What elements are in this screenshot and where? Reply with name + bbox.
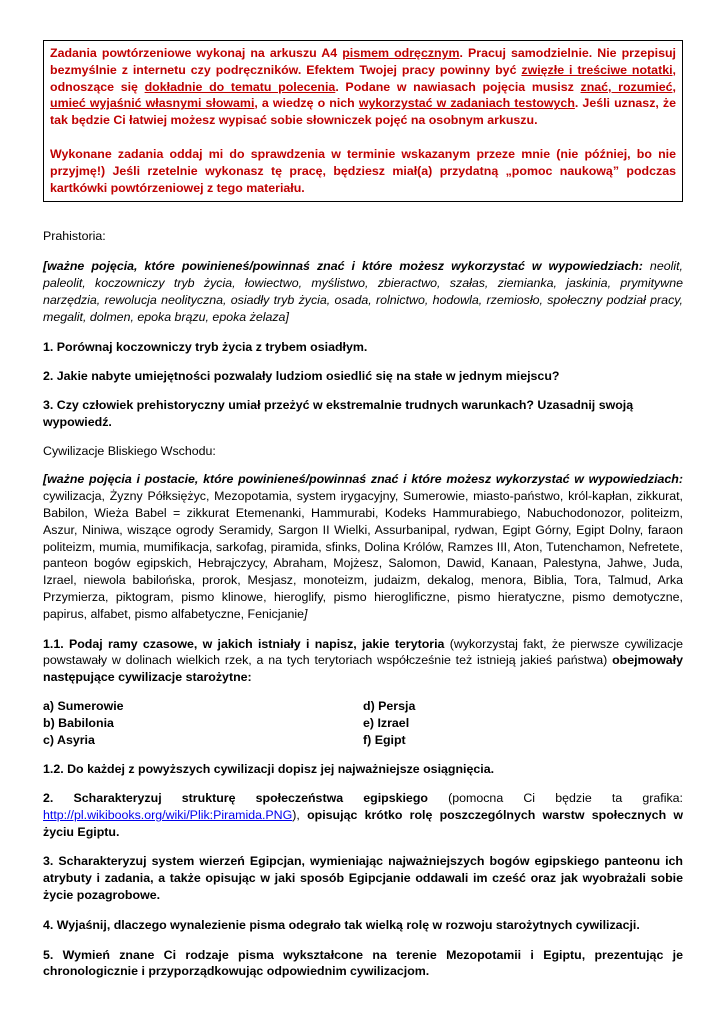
emphasis-text: wykorzystać w zadaniach testowych	[358, 96, 575, 111]
near-east-question-4: 4. Wyjaśnij, dlaczego wynalezienie pisma odegrało tak wielką rolę w rozwoju starożytnych cywilizacji.	[43, 917, 640, 932]
pyramid-graphic-link[interactable]: http://pl.wikibooks.org/wiki/Plik:Piramida.PNG	[43, 807, 293, 822]
question-hint: (pomocna Ci będzie ta grafika:	[427, 791, 683, 806]
civilization-item: c) Asyria	[43, 732, 95, 747]
emphasis-text: zwięzłe i treściwe notatki	[521, 62, 673, 77]
concepts-label: [ważne pojęcia, które powinieneś/powinnaś znać i które możesz wykorzystać w wypowiedziach:	[43, 259, 643, 274]
instruction-text: . Podane w nawiasach pojęcia musisz	[335, 79, 581, 94]
civilization-column-left	[43, 698, 363, 748]
near-east-question-5: 5. Wymień znane Ci rodzaje pisma wykształcone na terenie Mezopotamii i Egiptu, prezentując je chronologicznie i przyporządkowując odpowiednim cywilizacjom.	[43, 947, 683, 979]
concepts-list: cywilizacja, Żyzny Półksiężyc, Mezopotamia, system irygacyjny, Sumerowie, miasto-państwo, król-kapłan, zikkurat, Babilon, Wieża Babel = zikkurat Etemenanki, Hammurabi, Kodeks Hammurabiego, Nabuchodonozor, politeizm, Aszur, Niniwa, wiszące ogrody Seramidy, Sargon II Wielki, Assurbanipal, rydwan, Egipt Górny, Egipt Dolny, faraon politeizm, mumia, mumifikacja, sarkofag, piramida, sfinks, Dolina Królów, Ramzes III, Aton, Tutenchamon, Nefretete, panteon bogów egipskich, Hebrajczycy, Abraham, Mojżesz, Salomon, Dawid, Kanaan, Palestyna, Jahwe, Juda, Izrael, niewola babilońska, prorok, Mesjasz, monoteizm, judaizm, dekalog, menora, Biblia, Tora, Talmud, Arka Przymierza, piktogram, pismo klinowe, hieroglify, pismo hieroglificzne, pismo hieratyczne, pismo demotyczne, papirus, alfabet, pismo alfabetyczne, Fenicjanie	[43, 489, 683, 621]
concepts-close: ]	[304, 606, 308, 621]
question-bold-part: 2. Scharakteryzuj strukturę społeczeństwa egipskiego	[43, 791, 428, 806]
concepts-label: [ważne pojęcia i postacie, które powinieneś/powinnaś znać i które możesz wykorzystać w wypowiedziach:	[43, 472, 683, 487]
concepts-list: neolit, paleolit, koczowniczy tryb życia, łowiectwo, myślistwo, zbieractwo, szałas, ziemianka, jaskinia, prymitywne narzędzia, rewolucja neolityczna, osiadły tryb życia, osada, rolnictwo, hodowla, rzemiosło, społeczny podział pracy, megalit, dolmen, epoka brązu, epoka żelaza]	[43, 259, 683, 324]
instructions-paragraph	[50, 45, 676, 129]
emphasis-text: dokładnie do tematu polecenia	[144, 79, 336, 94]
near-east-heading: Cywilizacje Bliskiego Wschodu:	[43, 443, 216, 458]
civilization-column-right	[363, 698, 683, 748]
instruction-text: , odnoszące się	[50, 62, 676, 94]
instruction-text: Zadania powtórzeniowe wykonaj na arkuszu A4	[50, 46, 343, 60]
instruction-text: , a wiedzę o nich	[254, 96, 359, 111]
civilization-item: e) Izrael	[363, 715, 410, 730]
instruction-text: . Jeśli uznasz, że tak będzie Ci łatwiej możesz wypisać sobie słowniczek pojęć na osobnym arkuszu.	[50, 96, 676, 128]
near-east-question-1-1	[43, 636, 683, 686]
deadline-paragraph: Wykonane zadania oddaj mi do sprawdzenia w terminie wskazanym przeze mnie (nie później, bo nie przyjmę!) Jeśli rzetelnie wykonasz tę pracę, będziesz miał(a) przydatną „pomoc naukową” podczas kartkówki powtórzeniowej z tego materiału.	[50, 146, 676, 195]
near-east-question-3: 3. Scharakteryzuj system wierzeń Egipcjan, wymieniając najważniejszych bogów egipskiego panteonu ich atrybuty i zadania, a także opisując w jaki sposób Egipcjanie oddawali im cześć oraz jak wyobrażali sobie życie pozagrobowe.	[43, 854, 683, 903]
emphasis-text: pismem odręcznym	[342, 46, 460, 60]
near-east-question-1-2: 1.2. Do każdej z powyższych cywilizacji dopisz jej najważniejsze osiągnięcia.	[43, 762, 495, 777]
question-bold-part: 1.1. Podaj ramy czasowe, w jakich istniały i napisz, jakie terytoria	[43, 636, 445, 651]
civilization-list	[43, 698, 683, 748]
civilization-item: d) Persja	[363, 698, 416, 713]
question-hint: (wykorzystaj fakt, że pierwsze cywilizacje powstawały w dolinach wielkich rzek, a na tych terytoriach współcześnie też istnieją jakieś państwa)	[43, 636, 684, 668]
civilization-item: a) Sumerowie	[43, 698, 124, 713]
prehistory-concepts	[43, 258, 683, 325]
document-page	[43, 40, 683, 980]
prehistory-heading: Prahistoria:	[43, 229, 106, 244]
near-east-concepts	[43, 471, 683, 622]
question-bold-part: opisując krótko rolę poszczególnych warstw społecznych w życiu Egiptu.	[43, 807, 683, 839]
emphasis-text: znać, rozumieć, umieć wyjaśnić własnymi słowami	[50, 79, 676, 111]
near-east-question-2	[43, 790, 683, 840]
question-bold-part: obejmowały następujące cywilizacje starożytne:	[43, 653, 683, 685]
civilization-item: b) Babilonia	[43, 715, 114, 730]
prehistory-question-3: 3. Czy człowiek prehistoryczny umiał przeżyć w ekstremalnie trudnych warunkach? Uzasadnij swoją wypowiedź.	[43, 397, 634, 429]
prehistory-question-1: 1. Porównaj koczowniczy tryb życia z trybem osiadłym.	[43, 340, 368, 355]
civilization-item: f) Egipt	[363, 732, 406, 747]
question-hint-close: ),	[292, 807, 300, 822]
instruction-text: . Pracuj samodzielnie. Nie przepisuj bezmyślnie z internetu czy podręczników. Efektem Twojej pracy powinny być	[50, 46, 677, 77]
instructions-box	[43, 40, 683, 202]
prehistory-question-2: 2. Jakie nabyte umiejętności pozwalały ludziom osiedlić się na stałe w jednym miejscu?	[43, 369, 560, 384]
